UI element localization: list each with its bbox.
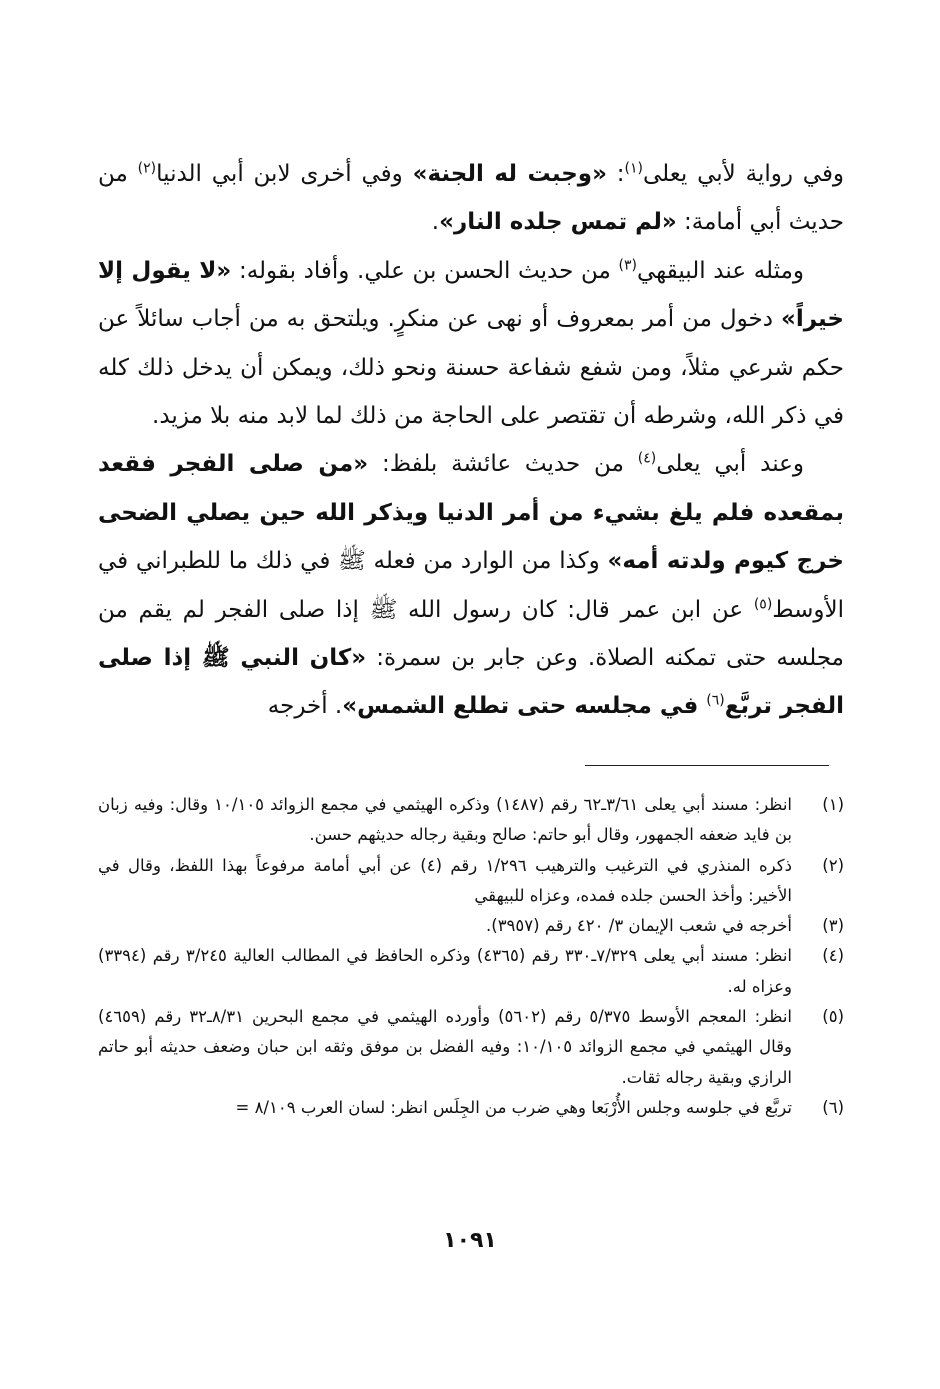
hadith-quote: «من صلى الفجر فقعد بمقعده فلم يلغ بشيء من أمر الدنيا ويذكر الله حين يصلي الضحى خرج كيوم ولدته أمه» [98, 451, 844, 575]
footnote-5 [98, 1002, 844, 1093]
text-run: . أخرجه [267, 693, 343, 720]
paragraph-2 [98, 247, 844, 441]
footnote-text: أخرجه في شعب الإيمان ٣/ ٤٢٠ رقم (٣٩٥٧). [486, 916, 792, 936]
text-run: من حديث عائشة بلفظ: [368, 451, 638, 478]
footnote-ref-5[interactable]: (٥) [753, 596, 773, 612]
footnote-number: (٢) [822, 855, 844, 875]
footnote-text: انظر: مسند أبي يعلى ٣/٦١ـ٦٢ رقم (١٤٨٧) وذكره الهيثمي في مجمع الزوائد ١٠/١٠٥ وقال: وفيه زبان بن فايد ضعفه الجمهور، وقال أبو حاتم: صالح وبقية رجاله حديثهم حسن. [98, 795, 793, 845]
text-run: وفي رواية لأبي يعلى [643, 161, 845, 187]
footnote-text: انظر: مسند أبي يعلى ٧/٣٢٩ـ٣٣٠ رقم (٤٣٦٥) وذكره الحافظ في المطالب العالية ٣/٢٤٥ رقم (٣٣٩٤) وعزاه له. [98, 946, 793, 996]
footnote-number: (٦) [822, 1097, 844, 1117]
footnote-2 [98, 851, 844, 912]
text-run: ومثله عند البيقهي [636, 257, 805, 284]
footnote-3 [98, 911, 844, 941]
hadith-quote: في مجلسه حتى تطلع الشمس» [342, 693, 707, 720]
text-run: وفي أخرى لابن أبي الدنيا [156, 161, 413, 187]
text-run: . [431, 209, 440, 236]
footnote-number: (٥) [822, 1007, 844, 1027]
text-run: : [606, 161, 625, 187]
footnote-text: ذكره المنذري في الترغيب والترهيب ١/٢٩٦ رقم (٤) عن أبي أمامة مرفوعاً بهذا اللفظ، وقال في الأخير: وأخذ الحسن جلده فمده، وعزاه للبيهقي [98, 855, 792, 905]
text-run: دخول من أمر بمعروف أو نهى عن منكرٍ. ويلتحق به من أجاب سائلاً عن حكم شرعي مثلاً، ومن شفع شفاعة حسنة ونحو ذلك، ويمكن أن يدخل ذلك كله في ذكر الله، وشرطه أن تقتصر على الحاجة من ذلك لما لابد منه بلا مزيد. [98, 306, 844, 430]
text-run: عن ابن عمر قال: كان رسول الله ﷺ إذا صلى الفجر لم يقم من مجلسه حتى تمكنه الصلاة. وعن جابر بن سمرة: [98, 596, 844, 672]
footnote-number: (٤) [822, 946, 844, 966]
hadith-quote: «لا يقول إلا خيراً» [98, 257, 844, 333]
footnote-ref-2[interactable]: (٢) [137, 160, 157, 177]
footnote-1 [98, 790, 844, 851]
footnote-number: (١) [822, 795, 844, 814]
footnote-ref-4[interactable]: (٤) [637, 450, 657, 467]
paragraph-3 [98, 440, 844, 730]
footnote-number: (٣) [822, 916, 844, 936]
footnote-ref-6[interactable]: (٦) [706, 692, 725, 709]
hadith-quote: «لم تمس جلده النار» [439, 209, 677, 236]
hadith-quote: «كان النبي ﷺ إذا صلى الفجر تربَّع [98, 645, 844, 720]
footnote-text: تربَّع في جلوسه وجلس الأُرْبَعا وهي ضرب من الجِلَس انظر: لسان العرب ٨/١٠٩ = [235, 1097, 792, 1117]
footnote-separator [585, 765, 829, 766]
main-text [98, 150, 844, 731]
paragraph-1 [98, 150, 844, 247]
text-run: من حديث أبي أمامة: [98, 161, 844, 236]
text-run: وعند أبي يعلى [656, 451, 805, 478]
footnote-4 [98, 941, 844, 1002]
hadith-quote: «وجبت له الجنة» [412, 161, 607, 187]
footnote-ref-1[interactable]: (١) [624, 160, 644, 177]
text-run: من حديث الحسن بن علي. وأفاد بقوله: [231, 257, 619, 284]
footnote-6 [98, 1093, 844, 1123]
text-run: وكذا من الوارد من فعله ﷺ في ذلك ما للطبراني في الأوسط [98, 548, 844, 623]
footnote-ref-3[interactable]: (٣) [618, 257, 637, 274]
footnotes [98, 790, 844, 1123]
page-number: ١٠٩١ [443, 1228, 497, 1253]
footnote-text: انظر: المعجم الأوسط ٥/٣٧٥ رقم (٥٦٠٢) وأورده الهيثمي في مجمع البحرين ٨/٣١ـ٣٢ رقم (٤٦٥٩) وقال الهيثمي في مجمع الزوائد ١٠/١٠٥: وفيه الفضل بن موفق وثقه ابن حبان وضعف حديثه أبو حاتم الرازي وبقية رجاله ثقات. [98, 1007, 792, 1087]
